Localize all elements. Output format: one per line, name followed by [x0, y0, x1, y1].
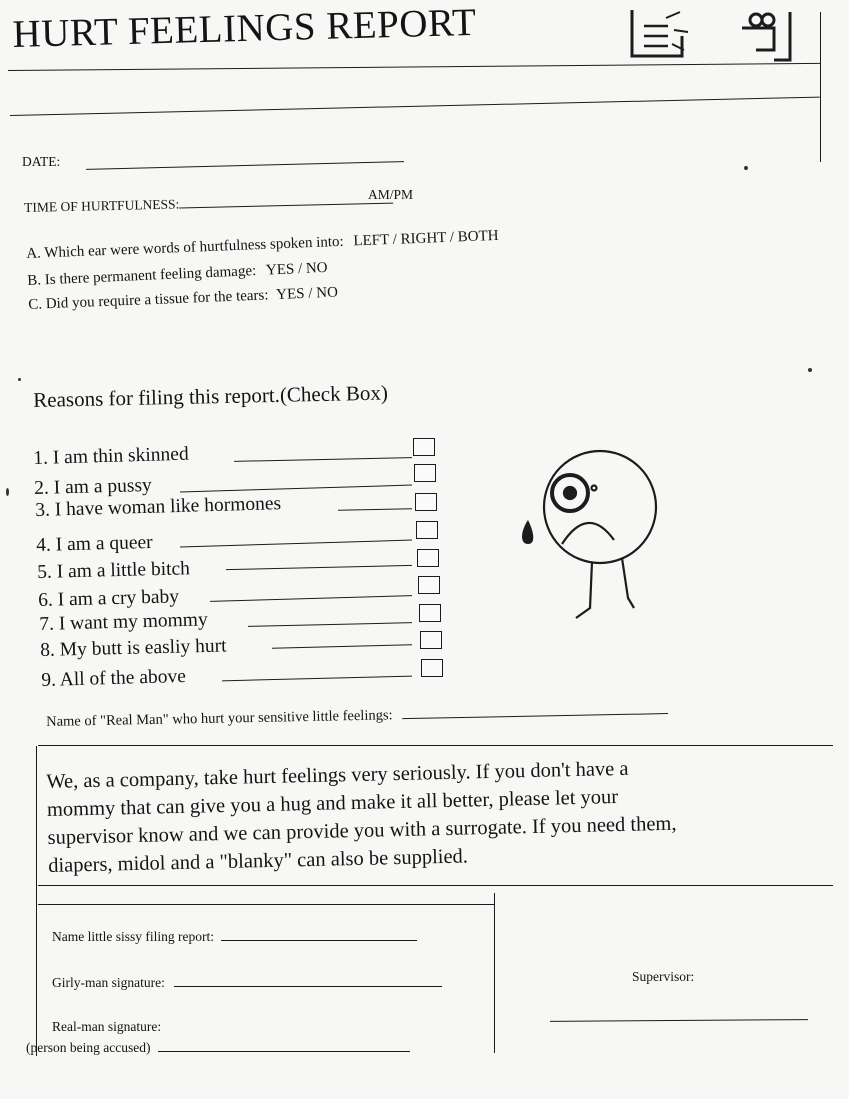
crying-face-illustration — [510, 440, 680, 630]
reason-item: 2. I am a pussy — [34, 474, 153, 499]
question-b: B. Is there permanent feeling damage: YES / NO — [27, 259, 328, 289]
realman-signature-label: Real-man signature: — [52, 1019, 162, 1034]
reason-checkbox[interactable] — [420, 631, 442, 649]
reason-item: 6. I am a cry baby — [38, 586, 180, 611]
reason-item: 8. My butt is easliy hurt — [40, 635, 227, 661]
exit-icon — [632, 10, 688, 56]
question-a: A. Which ear were words of hurtfulness spoken into: LEFT / RIGHT / BOTH — [26, 227, 499, 262]
section-divider-top — [10, 97, 820, 116]
supervisor-signature-line[interactable] — [550, 1019, 808, 1022]
reason-checkbox[interactable] — [414, 464, 436, 482]
realman-signature-sublabel: (person being accused) — [26, 1040, 151, 1055]
ampm-label: AM/PM — [368, 187, 414, 202]
header-icons — [624, 6, 824, 66]
reason-checkbox[interactable] — [415, 493, 437, 511]
girly-signature-line[interactable] — [174, 986, 442, 987]
realman-signature-line[interactable] — [158, 1051, 410, 1052]
reason-item: 9. All of the above — [41, 665, 187, 691]
reason-checkbox[interactable] — [417, 549, 439, 567]
date-label: DATE: — [22, 154, 61, 169]
time-field — [24, 192, 393, 216]
right-leg — [622, 558, 634, 608]
reason-item: 4. I am a queer — [36, 531, 153, 556]
tear-drop — [522, 520, 533, 544]
reason-checkbox[interactable] — [418, 576, 440, 594]
eye-pupil — [564, 487, 576, 499]
policy-paragraph: We, as a company, take hurt feelings very seriously. If you don't have a mommy that can give you a hug and make it all better, please let your supervisor know and we can provide you with a surrogate. If you need them, diapers, midol and a "blanky" can also be supplied. — [46, 757, 677, 877]
question-b-options[interactable]: YES / NO — [265, 259, 328, 279]
reason-checkbox[interactable] — [419, 604, 441, 622]
right-margin-line — [820, 12, 821, 162]
leader-line — [234, 457, 412, 462]
scan-speck — [744, 166, 748, 170]
leader-line — [210, 595, 412, 602]
reasons-heading: Reasons for filing this report.(Check Box) — [33, 380, 389, 412]
date-field — [22, 154, 404, 170]
real-man-label: Name of "Real Man" who hurt your sensitive little feelings: — [46, 707, 393, 730]
scan-speck — [808, 368, 812, 372]
scan-speck — [18, 378, 21, 381]
eye-small — [592, 486, 597, 491]
date-input-line[interactable] — [86, 161, 404, 170]
title-underline — [8, 63, 820, 71]
figure-icon — [742, 12, 790, 60]
real-man-field — [46, 702, 668, 731]
question-a-options[interactable]: LEFT / RIGHT / BOTH — [353, 227, 499, 250]
reason-item: 1. I am thin skinned — [33, 443, 189, 469]
realman-signature-field — [26, 1040, 410, 1056]
question-c-options[interactable]: YES / NO — [275, 284, 339, 304]
real-man-input-line[interactable] — [402, 713, 668, 719]
question-c: C. Did you require a tissue for the tears: YES / NO — [28, 284, 339, 313]
reason-checkbox[interactable] — [413, 438, 435, 456]
leader-line — [272, 644, 412, 648]
girly-signature-label: Girly-man signature: — [52, 975, 165, 990]
left-box-border — [36, 746, 37, 1056]
time-input-line[interactable] — [179, 203, 393, 209]
reason-checkbox[interactable] — [416, 521, 438, 539]
reason-item: 5. I am a little bitch — [37, 558, 191, 583]
girly-signature-field — [52, 975, 442, 991]
supervisor-label: Supervisor: — [632, 969, 695, 984]
reason-item: 7. I want my mommy — [39, 609, 208, 635]
leader-line — [180, 485, 412, 493]
filer-input-line[interactable] — [221, 940, 417, 941]
left-leg — [576, 562, 592, 618]
scan-speck — [6, 488, 9, 496]
page-title: HURT FEELINGS REPORT — [12, 0, 477, 56]
policy-divider-bottom — [38, 885, 833, 886]
reason-item: 3. I have woman like hormones — [35, 493, 282, 521]
leader-line — [222, 676, 412, 682]
frown — [562, 523, 614, 544]
leader-line — [248, 622, 412, 627]
filer-field — [52, 929, 417, 945]
policy-divider-top — [38, 745, 833, 746]
signature-box-divider — [494, 893, 495, 1053]
reason-checkbox[interactable] — [421, 659, 443, 677]
filer-label: Name little sissy filing report: — [52, 929, 214, 944]
leader-line — [180, 540, 412, 548]
time-label: TIME OF HURTFULNESS: — [24, 196, 180, 215]
signature-box-top — [38, 904, 494, 905]
leader-line — [226, 565, 412, 570]
leader-line — [338, 508, 412, 511]
